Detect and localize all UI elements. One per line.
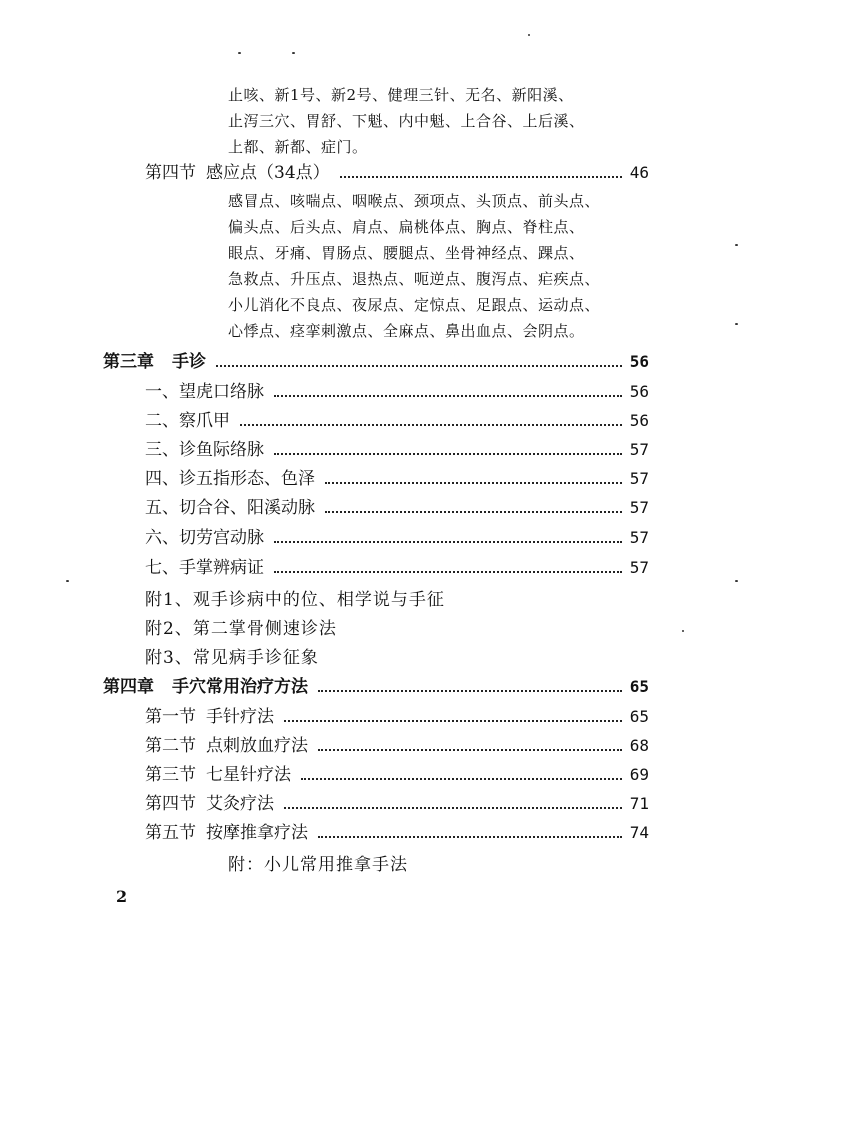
toc-leader <box>274 395 622 397</box>
toc-leader <box>318 836 622 838</box>
toc-appendix: 附1、观手诊病中的位、相学说与手征 <box>145 590 445 610</box>
toc-page: 57 <box>629 469 649 488</box>
toc-entry-section-4 <box>145 162 649 184</box>
toc-point-line: 感冒点、咳喘点、咽喉点、颈项点、头顶点、前头点、 <box>228 192 601 210</box>
toc-page: 56 <box>629 411 649 430</box>
toc-entry <box>145 439 649 461</box>
toc-title: 五、切合谷、阳溪动脉 <box>145 498 315 518</box>
toc-leader <box>240 424 622 426</box>
toc-page: 71 <box>629 794 649 813</box>
toc-page: 74 <box>629 823 649 842</box>
scan-speck <box>735 580 738 582</box>
toc-entry <box>145 527 649 549</box>
toc-appendix: 附3、常见病手诊征象 <box>145 648 319 668</box>
toc-entry <box>145 706 649 728</box>
toc-title: 按摩推拿疗法 <box>206 823 308 843</box>
toc-page: 65 <box>629 707 649 726</box>
toc-appendix: 附2、第二掌骨侧速诊法 <box>145 619 337 639</box>
toc-leader <box>325 482 622 484</box>
toc-title: 六、切劳宫动脉 <box>145 528 264 548</box>
toc-number: 第三章 <box>103 352 154 372</box>
toc-point-line: 小儿消化不良点、夜尿点、定惊点、足跟点、运动点、 <box>228 296 601 314</box>
toc-page: 56 <box>629 352 649 371</box>
toc-page: 69 <box>629 765 649 784</box>
toc-leader <box>284 807 622 809</box>
toc-leader <box>318 749 622 751</box>
toc-entry <box>145 764 649 786</box>
toc-page: 57 <box>629 440 649 459</box>
toc-page: 68 <box>629 736 649 755</box>
toc-number: 第四节 <box>145 794 196 814</box>
scan-speck <box>735 244 738 246</box>
toc-number: 第四节 <box>145 163 196 183</box>
toc-title: 艾灸疗法 <box>206 794 274 814</box>
toc-leader <box>274 453 622 455</box>
toc-title: 感应点（34点） <box>206 163 330 183</box>
toc-leader <box>301 778 622 780</box>
scan-speck <box>66 580 69 582</box>
toc-page: 57 <box>629 558 649 577</box>
toc-entry <box>145 557 649 579</box>
toc-entry <box>145 410 649 432</box>
toc-leader <box>216 365 622 367</box>
toc-page: 57 <box>629 498 649 517</box>
toc-title: 三、诊鱼际络脉 <box>145 440 264 460</box>
toc-leader <box>284 720 622 722</box>
toc-number: 第一节 <box>145 707 196 727</box>
scan-speck <box>292 52 295 54</box>
toc-number: 第二节 <box>145 736 196 756</box>
scan-speck <box>528 34 530 36</box>
toc-entry <box>145 793 649 815</box>
toc-page: 65 <box>629 677 649 696</box>
toc-leader <box>340 176 622 178</box>
toc-title: 一、望虎口络脉 <box>145 382 264 402</box>
toc-point-line: 偏头点、后头点、肩点、扁桃体点、胸点、脊柱点、 <box>228 218 585 236</box>
scan-speck <box>682 630 684 632</box>
toc-entry <box>145 468 649 490</box>
toc-leader <box>325 511 622 513</box>
toc-entry <box>145 735 649 757</box>
toc-leader <box>274 571 622 573</box>
toc-title: 七星针疗法 <box>206 765 291 785</box>
toc-title: 手穴常用治疗方法 <box>172 677 308 697</box>
toc-appendix: 附：小儿常用推拿手法 <box>228 855 408 875</box>
toc-entry <box>145 381 649 403</box>
toc-entry-chapter-4 <box>103 676 649 698</box>
toc-continuation-line: 上都、新都、症门。 <box>228 138 368 156</box>
toc-leader <box>274 541 622 543</box>
toc-point-line: 眼点、牙痛、胃肠点、腰腿点、坐骨神经点、踝点、 <box>228 244 585 262</box>
toc-point-line: 心悸点、痉挛刺激点、全麻点、鼻出血点、会阴点。 <box>228 322 585 340</box>
toc-entry-chapter-3 <box>103 351 649 373</box>
toc-page: 57 <box>629 528 649 547</box>
toc-title: 点刺放血疗法 <box>206 736 308 756</box>
toc-title: 手诊 <box>172 352 206 372</box>
toc-number: 第四章 <box>103 677 154 697</box>
scan-speck <box>238 52 241 54</box>
toc-title: 手针疗法 <box>206 707 274 727</box>
toc-entry <box>145 497 649 519</box>
toc-number: 第五节 <box>145 823 196 843</box>
toc-title: 四、诊五指形态、色泽 <box>145 469 315 489</box>
toc-point-line: 急救点、升压点、退热点、呃逆点、腹泻点、疟疾点、 <box>228 270 601 288</box>
toc-continuation-line: 止咳、新1号、新2号、健理三针、无名、新阳溪、 <box>228 86 574 104</box>
toc-title: 七、手掌辨病证 <box>145 558 264 578</box>
toc-title: 二、察爪甲 <box>145 411 230 431</box>
toc-continuation-line: 止泻三穴、胃舒、下魁、内中魁、上合谷、上后溪、 <box>228 112 585 130</box>
toc-number: 第三节 <box>145 765 196 785</box>
toc-entry <box>145 822 649 844</box>
toc-page: 56 <box>629 382 649 401</box>
page-number: 2 <box>116 887 128 906</box>
toc-leader <box>318 690 622 692</box>
scan-speck <box>735 323 738 325</box>
toc-page: 46 <box>629 163 649 182</box>
